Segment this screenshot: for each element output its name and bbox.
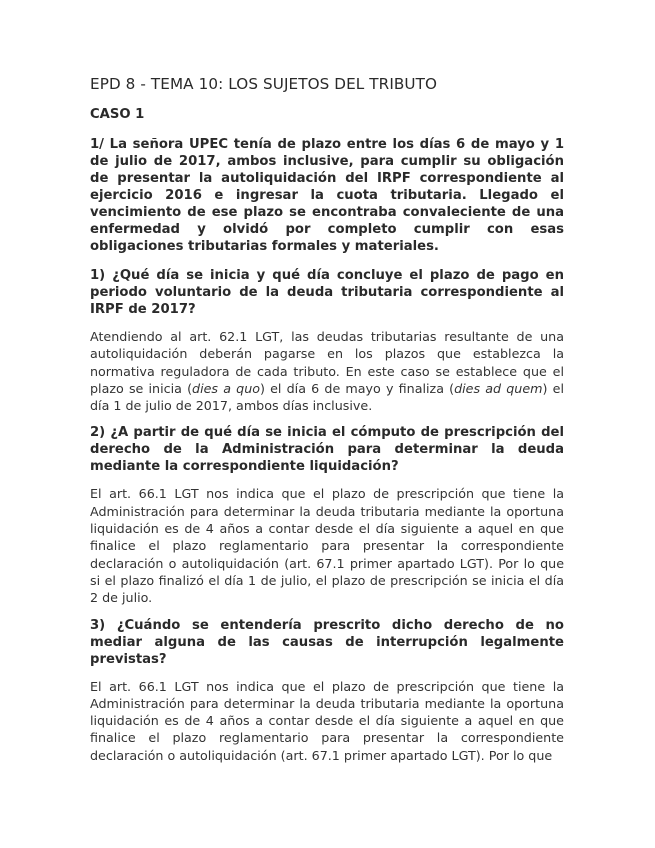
answer-1-text: Atendiendo al art. 62.1 LGT, las deudas tributarias resultante de una autoliquidación deberán pagarse en los plazos que establezca la normativa reguladora de cada tributo. En este caso se establece que el plazo se inicia ( xyxy=(90,329,564,396)
question-3: 3) ¿Cuándo se entendería prescrito dicho derecho de no mediar alguna de las causas de interrupción legalmente previstas? xyxy=(90,617,564,667)
question-1: 1) ¿Qué día se inicia y qué día concluye el plazo de pago en periodo voluntario de la deuda tributaria correspondiente al IRPF de 2017? xyxy=(90,268,564,317)
answer-1-text: ) el día 6 de mayo y finaliza ( xyxy=(260,380,455,396)
question-2: 2) ¿A partir de qué día se inicia el cómputo de prescripción del derecho de la Administración para determinar la deuda mediante la correspondiente liquidación? xyxy=(90,425,564,475)
answer-2: El art. 66.1 LGT nos indica que el plazo de prescripción que tiene la Administración para determinar la deuda tributaria mediante la oportuna liquidación es de 4 años a contar desde el día siguiente a aquel en que finalice el plazo reglamentario para presentar la correspondiente declaración o autoliquidación (art. 67.1 primer apartado LGT). Por lo que si el plazo finalizó el día 1 de julio, el plazo de prescripción se inicia el día 2 de julio. xyxy=(90,486,564,606)
case-label: CASO 1 xyxy=(90,107,145,122)
answer-1 xyxy=(90,328,564,414)
page-title: EPD 8 - TEMA 10: LOS SUJETOS DEL TRIBUTO xyxy=(90,75,438,93)
document-page xyxy=(90,74,564,774)
answer-1-text: ) el día 1 de julio de 2017, ambos días inclusive. xyxy=(90,380,564,414)
case-statement: 1/ La señora UPEC tenía de plazo entre los días 6 de mayo y 1 de julio de 2017, ambos inclusive, para cumplir su obligación de presentar la autoliquidación del IRPF correspondiente al ejercicio 2016 e ingresar la cuota tributaria. Llegado el vencimiento de ese plazo se encontraba convaleciente de una enfermedad y olvidó por completo cumplir con esas obligaciones tributarias formales y materiales. xyxy=(90,137,564,254)
answer-1-latin-term: dies ad quem xyxy=(454,380,543,396)
answer-1-latin-term: dies a quo xyxy=(192,380,260,396)
answer-3: El art. 66.1 LGT nos indica que el plazo de prescripción que tiene la Administración para determinar la deuda tributaria mediante la oportuna liquidación es de 4 años a contar desde el día siguiente a aquel en que finalice el plazo reglamentario para presentar la correspondiente declaración o autoliquidación (art. 67.1 primer apartado LGT). Por lo que xyxy=(90,678,564,763)
